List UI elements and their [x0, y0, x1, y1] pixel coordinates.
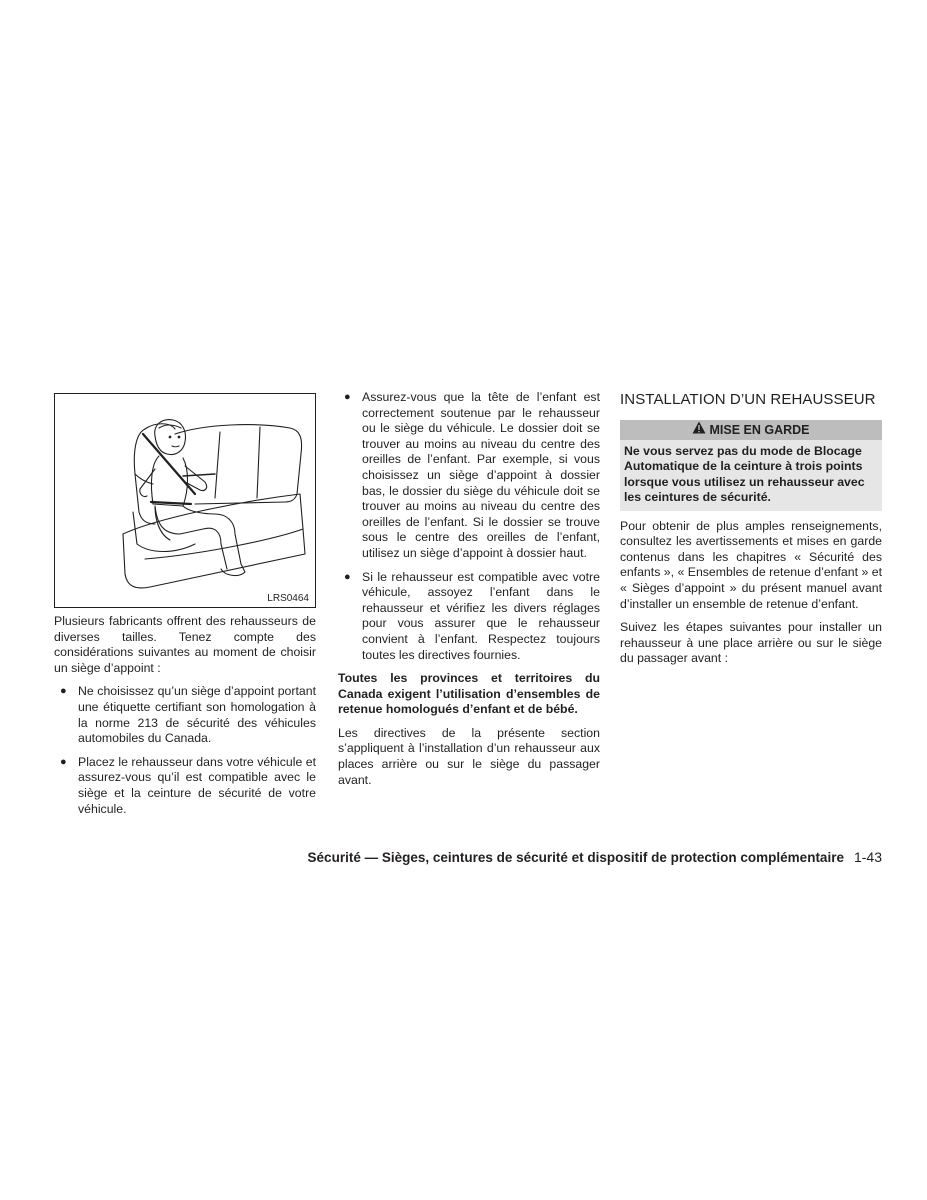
- section-paragraph: Les directives de la présente section s’appliquent à l’installation d’un rehausseur aux places arrière ou sur le siège du passager avant.: [338, 725, 600, 787]
- steps-paragraph: Suivez les étapes suivantes pour installer un rehausseur à une place arrière ou sur le siège du passager avant :: [620, 620, 882, 666]
- column-3: [620, 390, 882, 675]
- column-2: [338, 390, 600, 796]
- figure-label: LRS0464: [267, 593, 309, 604]
- page-number: 1-43: [853, 849, 882, 865]
- warning-text: Ne vous servez pas du mode de Blocage Automatique de la ceinture à trois points lorsque vous utilisez un rehausseur avec les ceintures de sécurité.: [620, 440, 882, 511]
- bullet-icon: ●: [60, 685, 67, 698]
- warning-triangle-icon: [692, 420, 706, 440]
- bullet-list-1: [54, 684, 316, 817]
- footer-title: Sécurité — Sièges, ceintures de sécurité et dispositif de protection complémentaire: [307, 850, 844, 865]
- list-item: ● Ne choisissez qu’un siège d’appoint portant une étiquette certifiant son homologation à la norme 213 de sécurité des véhicules automobiles du Canada.: [60, 684, 316, 746]
- warning-title: MISE EN GARDE: [709, 423, 810, 437]
- column-1: [54, 614, 316, 825]
- bold-note: Toutes les provinces et territoires du Canada exigent l’utilisation d’ensembles de retenue homologués d’enfant et de bébé.: [338, 671, 600, 717]
- page-footer: [296, 849, 882, 865]
- list-item: ● Placez le rehausseur dans votre véhicule et assurez-vous qu’il est compatible avec le siège et la ceinture de sécurité de votre véhicule.: [60, 754, 316, 816]
- child-booster-seat-illustration: [55, 394, 315, 607]
- bullet-icon: ●: [344, 391, 351, 403]
- intro-paragraph: Plusieurs fabricants offrent des rehausseurs de diverses tailles. Tenez compte des considérations suivantes au moment de choisir un siège d’appoint :: [54, 614, 316, 675]
- list-item: ● Si le rehausseur est compatible avec votre véhicule, assoyez l’enfant dans le rehausseur et vérifiez les divers réglages pour vous assurer que le rehausseur convient à l’enfant. Respectez toujours toutes les directives fournies.: [344, 569, 600, 662]
- section-title: INSTALLATION D’UN REHAUSSEUR: [620, 391, 876, 408]
- warning-header: [620, 420, 882, 440]
- bullet-icon: ●: [60, 755, 67, 768]
- list-item: ● Assurez-vous que la tête de l’enfant est correctement soutenue par le rehausseur ou le siège du véhicule. Le dossier doit se trouver au moins au niveau du centre des oreilles de l’enfant. Par exemple, si vous choisissez un siège d’appoint à dossier bas, le dossier du siège du véhicule doit se trouver au moins au niveau du centre des oreilles de l’enfant. Si le dossier se trouve sous le centre des oreilles de l’enfant, utilisez un siège d’appoint à dossier haut.: [344, 390, 600, 560]
- info-paragraph: Pour obtenir de plus amples renseignements, consultez les avertissements et mises en garde contenus dans les chapitres « Sécurité des enfants », « Ensembles de retenue d’enfant » et « Sièges d’appoint » du présent manuel avant d’installer un ensemble de retenue d’enfant.: [620, 518, 882, 611]
- bullet-list-2: [338, 390, 600, 663]
- bullet-icon: ●: [344, 570, 351, 583]
- booster-seat-figure: [54, 393, 316, 608]
